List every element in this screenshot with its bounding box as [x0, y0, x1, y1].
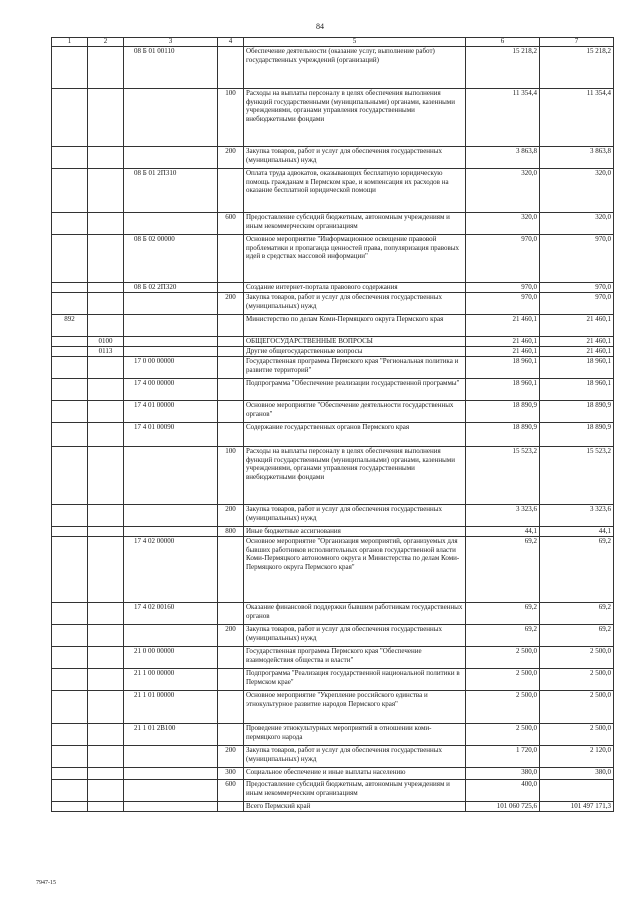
cell-description: Министерство по делам Коми-Пермяцкого округа Пермского края — [244, 315, 466, 337]
cell-expense-type — [218, 315, 244, 337]
cell-target-article: 21 1 01 2В100 — [124, 724, 218, 746]
cell-description: Оплата труда адвокатов, оказывающих бесплатную юридическую помощь гражданам в Пермском крае, и компенсация их расходов на оказание бесплатной юридической помощи — [244, 169, 466, 213]
cell-amount-plan: 69,2 — [466, 603, 540, 625]
cell-description: Содержание государственных органов Пермского края — [244, 423, 466, 447]
table-row — [52, 625, 614, 647]
table-row — [52, 235, 614, 283]
cell-amount-plan: 21 460,1 — [466, 337, 540, 347]
table-row — [52, 768, 614, 780]
cell-ministry-code — [52, 423, 88, 447]
cell-target-article — [124, 347, 218, 357]
cell-expense-type — [218, 647, 244, 669]
cell-section-code — [88, 293, 124, 315]
cell-ministry-code — [52, 337, 88, 347]
table-row — [52, 347, 614, 357]
cell-expense-type — [218, 47, 244, 89]
cell-amount-plan: 69,2 — [466, 625, 540, 647]
cell-target-article — [124, 89, 218, 147]
cell-amount-amended: 15 523,2 — [540, 447, 614, 505]
cell-section-code — [88, 669, 124, 691]
cell-ministry-code — [52, 647, 88, 669]
cell-expense-type: 200 — [218, 746, 244, 768]
cell-section-code — [88, 147, 124, 169]
cell-amount-plan: 2 500,0 — [466, 647, 540, 669]
cell-section-code — [88, 603, 124, 625]
cell-amount-amended: 11 354,4 — [540, 89, 614, 147]
cell-ministry-code — [52, 669, 88, 691]
cell-expense-type — [218, 283, 244, 293]
table-row — [52, 337, 614, 347]
table-row — [52, 447, 614, 505]
cell-amount-amended: 2 500,0 — [540, 647, 614, 669]
cell-section-code — [88, 724, 124, 746]
cell-target-article — [124, 315, 218, 337]
cell-target-article — [124, 293, 218, 315]
cell-ministry-code — [52, 293, 88, 315]
cell-amount-amended: 21 460,1 — [540, 347, 614, 357]
budget-table — [51, 37, 614, 812]
cell-target-article: 17 4 01 00090 — [124, 423, 218, 447]
cell-section-code — [88, 746, 124, 768]
cell-description: Основное мероприятие "Организация мероприятий, организуемых для бывших работников исполнительных органов государственной власти Коми-Пермяцкого автономного округа и Министерства по делам Коми-Пермяцкого округа Пермского края" — [244, 537, 466, 603]
table-row — [52, 691, 614, 724]
cell-description: Социальное обеспечение и иные выплаты населению — [244, 768, 466, 780]
cell-description: Государственная программа Пермского края "Региональная политика и развитие территорий" — [244, 357, 466, 379]
cell-ministry-code — [52, 537, 88, 603]
cell-ministry-code — [52, 283, 88, 293]
cell-expense-type: 200 — [218, 293, 244, 315]
cell-section-code: 0113 — [88, 347, 124, 357]
cell-section-code — [88, 401, 124, 423]
table-row — [52, 293, 614, 315]
cell-amount-amended: 2 120,0 — [540, 746, 614, 768]
cell-amount-amended — [540, 780, 614, 802]
cell-amount-plan: 21 460,1 — [466, 347, 540, 357]
cell-amount-amended: 970,0 — [540, 235, 614, 283]
cell-target-article: 17 4 02 00160 — [124, 603, 218, 625]
cell-description: Другие общегосударственные вопросы — [244, 347, 466, 357]
cell-section-code — [88, 768, 124, 780]
cell-amount-plan: 15 218,2 — [466, 47, 540, 89]
table-row — [52, 527, 614, 537]
cell-target-article: 17 0 00 00000 — [124, 357, 218, 379]
cell-ministry-code — [52, 746, 88, 768]
cell-description: Подпрограмма "Реализация государственной национальной политики в Пермском крае" — [244, 669, 466, 691]
cell-amount-plan: 21 460,1 — [466, 315, 540, 337]
cell-target-article: 21 0 00 00000 — [124, 647, 218, 669]
column-header: 7 — [540, 38, 614, 47]
cell-ministry-code — [52, 147, 88, 169]
cell-expense-type: 600 — [218, 780, 244, 802]
table-row — [52, 213, 614, 235]
cell-section-code: 0100 — [88, 337, 124, 347]
cell-target-article: 21 1 01 00000 — [124, 691, 218, 724]
table-row — [52, 669, 614, 691]
cell-ministry-code — [52, 768, 88, 780]
cell-ministry-code — [52, 691, 88, 724]
cell-expense-type — [218, 537, 244, 603]
cell-description: Предоставление субсидий бюджетным, автономным учреждениям и иным некоммерческим организациям — [244, 213, 466, 235]
cell-expense-type: 200 — [218, 147, 244, 169]
cell-amount-plan: 2 500,0 — [466, 691, 540, 724]
cell-amount-amended: 18 960,1 — [540, 357, 614, 379]
cell-ministry-code — [52, 213, 88, 235]
cell-target-article: 17 4 00 00000 — [124, 379, 218, 401]
cell-expense-type: 100 — [218, 89, 244, 147]
cell-ministry-code — [52, 724, 88, 746]
cell-target-article — [124, 505, 218, 527]
cell-amount-amended: 69,2 — [540, 537, 614, 603]
cell-amount-plan: 15 523,2 — [466, 447, 540, 505]
cell-description: Закупка товаров, работ и услуг для обеспечения государственных (муниципальных) нужд — [244, 505, 466, 527]
cell-expense-type: 300 — [218, 768, 244, 780]
cell-amount-plan: 18 960,1 — [466, 357, 540, 379]
table-row — [52, 169, 614, 213]
cell-description: Основное мероприятие "Информационное освещение правовой проблематики и пропаганда ценностей права, популяризация правовых идей в средствах массовой информации" — [244, 235, 466, 283]
cell-expense-type: 100 — [218, 447, 244, 505]
cell-ministry-code — [52, 401, 88, 423]
cell-ministry-code: 892 — [52, 315, 88, 337]
cell-description: Закупка товаров, работ и услуг для обеспечения государственных (муниципальных) нужд — [244, 746, 466, 768]
cell-ministry-code — [52, 235, 88, 283]
cell-ministry-code — [52, 347, 88, 357]
cell-section-code — [88, 357, 124, 379]
cell-ministry-code — [52, 89, 88, 147]
table-row — [52, 537, 614, 603]
cell-section-code — [88, 213, 124, 235]
cell-amount-amended: 970,0 — [540, 293, 614, 315]
cell-section-code — [88, 169, 124, 213]
table-row — [52, 315, 614, 337]
cell-amount-amended: 970,0 — [540, 283, 614, 293]
cell-amount-plan: 101 060 725,6 — [466, 802, 540, 812]
cell-expense-type — [218, 169, 244, 213]
cell-amount-plan: 320,0 — [466, 213, 540, 235]
cell-expense-type — [218, 724, 244, 746]
cell-target-article: 17 4 02 00000 — [124, 537, 218, 603]
cell-expense-type — [218, 802, 244, 812]
cell-expense-type — [218, 691, 244, 724]
cell-target-article: 21 1 00 00000 — [124, 669, 218, 691]
column-header: 3 — [124, 38, 218, 47]
table-row — [52, 357, 614, 379]
cell-description: Предоставление субсидий бюджетным, автономным учреждениям и иным некоммерческим организациям — [244, 780, 466, 802]
cell-expense-type: 200 — [218, 625, 244, 647]
cell-section-code — [88, 423, 124, 447]
cell-amount-plan: 2 500,0 — [466, 669, 540, 691]
table-row — [52, 746, 614, 768]
cell-description: Оказание финансовой поддержки бывшим работникам государственных органов — [244, 603, 466, 625]
cell-section-code — [88, 379, 124, 401]
cell-description: ОБЩЕГОСУДАРСТВЕННЫЕ ВОПРОСЫ — [244, 337, 466, 347]
cell-target-article — [124, 147, 218, 169]
cell-description: Проведение этнокультурных мероприятий в отношении коми-пермяцкого народа — [244, 724, 466, 746]
cell-expense-type: 800 — [218, 527, 244, 537]
footer-code: 7947-15 — [36, 880, 56, 886]
cell-amount-plan: 44,1 — [466, 527, 540, 537]
cell-amount-amended: 18 890,9 — [540, 423, 614, 447]
table-row — [52, 724, 614, 746]
cell-section-code — [88, 315, 124, 337]
table-row — [52, 283, 614, 293]
cell-amount-amended: 320,0 — [540, 213, 614, 235]
cell-amount-plan: 11 354,4 — [466, 89, 540, 147]
cell-amount-amended: 69,2 — [540, 603, 614, 625]
cell-target-article: 08 Б 02 2П320 — [124, 283, 218, 293]
cell-amount-amended: 2 500,0 — [540, 669, 614, 691]
cell-section-code — [88, 647, 124, 669]
cell-expense-type — [218, 401, 244, 423]
cell-ministry-code — [52, 379, 88, 401]
cell-amount-plan: 970,0 — [466, 293, 540, 315]
cell-amount-plan: 69,2 — [466, 537, 540, 603]
table-row — [52, 379, 614, 401]
cell-section-code — [88, 89, 124, 147]
cell-description: Основное мероприятие "Обеспечение деятельности государственных органов" — [244, 401, 466, 423]
cell-section-code — [88, 691, 124, 724]
cell-target-article — [124, 527, 218, 537]
cell-target-article — [124, 768, 218, 780]
cell-target-article: 08 Б 02 00000 — [124, 235, 218, 283]
table-row — [52, 147, 614, 169]
cell-section-code — [88, 235, 124, 283]
table-row — [52, 423, 614, 447]
page-number: 84 — [316, 22, 324, 31]
cell-amount-amended: 101 497 171,3 — [540, 802, 614, 812]
cell-target-article — [124, 447, 218, 505]
cell-description: Создание интернет-портала правового содержания — [244, 283, 466, 293]
cell-description: Иные бюджетные ассигнования — [244, 527, 466, 537]
cell-expense-type: 600 — [218, 213, 244, 235]
cell-amount-plan: 970,0 — [466, 235, 540, 283]
cell-ministry-code — [52, 47, 88, 89]
header-row — [52, 38, 614, 47]
cell-section-code — [88, 780, 124, 802]
cell-amount-plan: 400,0 — [466, 780, 540, 802]
cell-expense-type: 200 — [218, 505, 244, 527]
table-row — [52, 47, 614, 89]
cell-description: Основное мероприятие "Укрепление российского единства и этнокультурное развитие народов Пермского края" — [244, 691, 466, 724]
cell-amount-amended: 18 960,1 — [540, 379, 614, 401]
cell-description: Обеспечение деятельности (оказание услуг, выполнение работ) государственных учреждений (организаций) — [244, 47, 466, 89]
cell-description: Подпрограмма "Обеспечение реализации государственной программы" — [244, 379, 466, 401]
cell-expense-type — [218, 235, 244, 283]
cell-expense-type — [218, 423, 244, 447]
cell-amount-amended: 15 218,2 — [540, 47, 614, 89]
cell-amount-amended: 3 863,8 — [540, 147, 614, 169]
column-header: 6 — [466, 38, 540, 47]
cell-amount-plan: 320,0 — [466, 169, 540, 213]
cell-description: Всего Пермский край — [244, 802, 466, 812]
cell-description: Закупка товаров, работ и услуг для обеспечения государственных (муниципальных) нужд — [244, 625, 466, 647]
cell-amount-plan: 970,0 — [466, 283, 540, 293]
cell-target-article — [124, 625, 218, 647]
cell-ministry-code — [52, 625, 88, 647]
cell-expense-type — [218, 337, 244, 347]
cell-ministry-code — [52, 505, 88, 527]
cell-target-article: 17 4 01 00000 — [124, 401, 218, 423]
cell-expense-type — [218, 357, 244, 379]
cell-amount-plan: 3 863,8 — [466, 147, 540, 169]
cell-section-code — [88, 625, 124, 647]
cell-amount-amended: 69,2 — [540, 625, 614, 647]
cell-amount-amended: 3 323,6 — [540, 505, 614, 527]
cell-ministry-code — [52, 447, 88, 505]
column-header: 5 — [244, 38, 466, 47]
cell-ministry-code — [52, 780, 88, 802]
cell-amount-amended: 2 500,0 — [540, 724, 614, 746]
table-row — [52, 89, 614, 147]
cell-amount-plan: 1 720,0 — [466, 746, 540, 768]
cell-ministry-code — [52, 357, 88, 379]
cell-target-article — [124, 337, 218, 347]
table-row — [52, 603, 614, 625]
cell-amount-amended: 2 500,0 — [540, 691, 614, 724]
column-header: 1 — [52, 38, 88, 47]
cell-amount-amended: 21 460,1 — [540, 315, 614, 337]
cell-amount-plan: 18 960,1 — [466, 379, 540, 401]
cell-ministry-code — [52, 802, 88, 812]
cell-target-article: 08 Б 01 2П310 — [124, 169, 218, 213]
cell-target-article — [124, 780, 218, 802]
table-row — [52, 505, 614, 527]
cell-description: Расходы на выплаты персоналу в целях обеспечения выполнения функций государственными (муниципальными) органами, казенными учреждениями, органами управления государственными внебюджетными фондами — [244, 89, 466, 147]
cell-amount-plan: 18 890,9 — [466, 423, 540, 447]
cell-section-code — [88, 283, 124, 293]
cell-section-code — [88, 537, 124, 603]
cell-section-code — [88, 802, 124, 812]
table-row — [52, 780, 614, 802]
cell-ministry-code — [52, 603, 88, 625]
cell-amount-amended: 44,1 — [540, 527, 614, 537]
cell-amount-amended: 380,0 — [540, 768, 614, 780]
cell-expense-type — [218, 669, 244, 691]
cell-description: Государственная программа Пермского края "Обеспечение взаимодействия общества и власти" — [244, 647, 466, 669]
cell-section-code — [88, 505, 124, 527]
table-row — [52, 401, 614, 423]
cell-target-article: 08 Б 01 00110 — [124, 47, 218, 89]
cell-description: Закупка товаров, работ и услуг для обеспечения государственных (муниципальных) нужд — [244, 147, 466, 169]
cell-ministry-code — [52, 169, 88, 213]
cell-amount-plan: 2 500,0 — [466, 724, 540, 746]
cell-amount-amended: 21 460,1 — [540, 337, 614, 347]
cell-amount-plan: 3 323,6 — [466, 505, 540, 527]
cell-section-code — [88, 47, 124, 89]
cell-description: Расходы на выплаты персоналу в целях обеспечения выполнения функций государственными (муниципальными) органами, казенными учреждениями, органами управления государственными внебюджетными фондами — [244, 447, 466, 505]
table-row — [52, 802, 614, 812]
cell-ministry-code — [52, 527, 88, 537]
cell-amount-amended: 18 890,9 — [540, 401, 614, 423]
table-row — [52, 647, 614, 669]
cell-target-article — [124, 746, 218, 768]
column-header: 2 — [88, 38, 124, 47]
cell-amount-plan: 18 890,9 — [466, 401, 540, 423]
cell-description: Закупка товаров, работ и услуг для обеспечения государственных (муниципальных) нужд — [244, 293, 466, 315]
cell-target-article — [124, 213, 218, 235]
table-body — [52, 47, 614, 812]
cell-target-article — [124, 802, 218, 812]
column-header: 4 — [218, 38, 244, 47]
cell-section-code — [88, 447, 124, 505]
cell-expense-type — [218, 379, 244, 401]
cell-amount-plan: 380,0 — [466, 768, 540, 780]
cell-expense-type — [218, 347, 244, 357]
cell-expense-type — [218, 603, 244, 625]
cell-section-code — [88, 527, 124, 537]
cell-amount-amended: 320,0 — [540, 169, 614, 213]
